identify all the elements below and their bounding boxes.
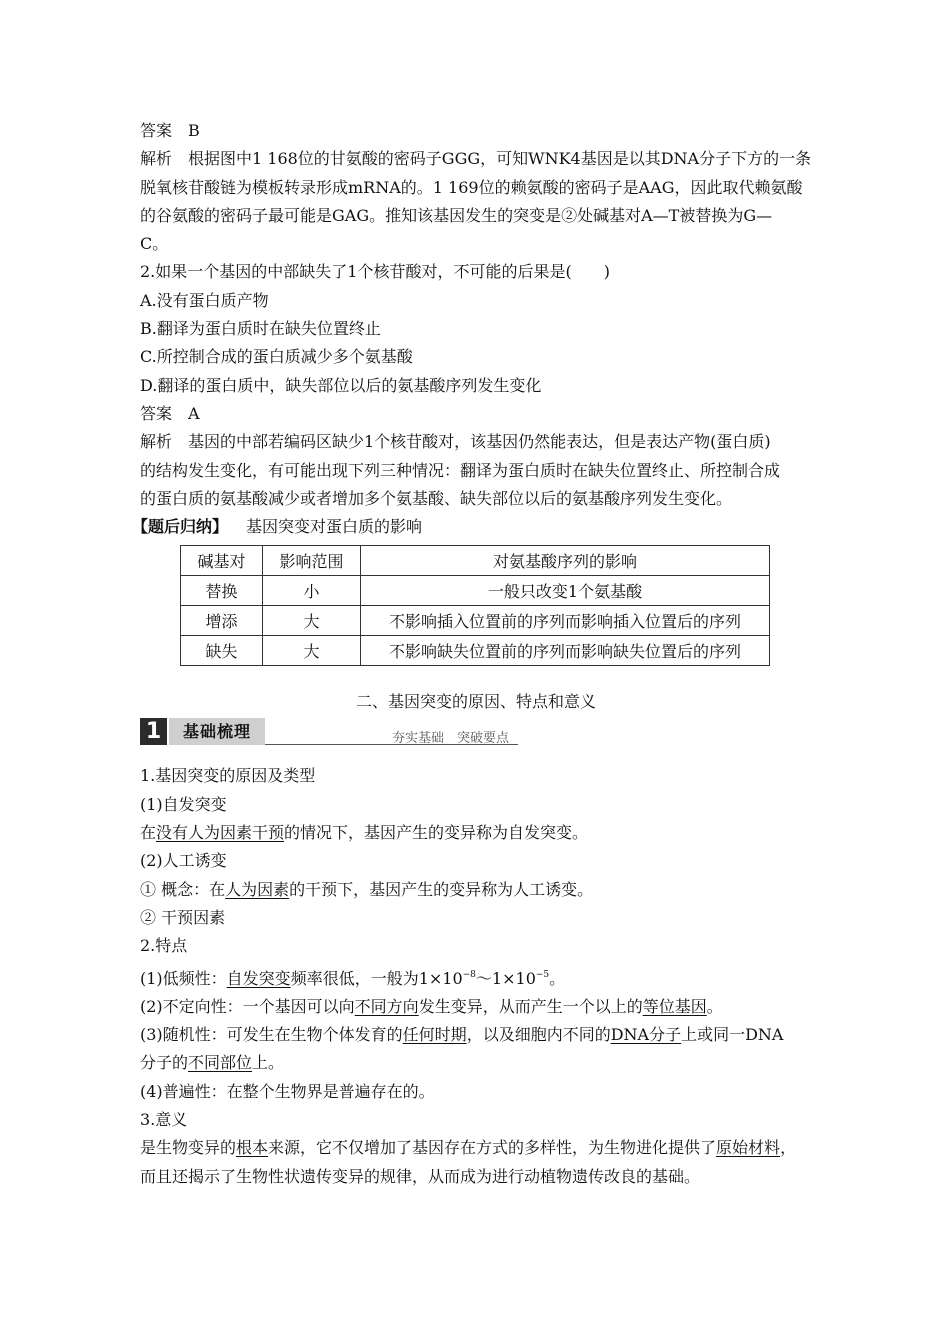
q1-analysis-line: C。 [140,234,169,254]
exponent: −8 [462,969,476,980]
feature-universal: (4)普遍性：在整个生物界是普遍存在的。 [140,1081,435,1101]
q2-answer: 答案 A [140,403,200,423]
table-cell: 不影响插入位置前的序列而影响插入位置后的序列 [361,606,770,636]
text: 。 [706,996,723,1016]
exponent: −5 [535,969,550,980]
table-cell: 大 [263,606,361,636]
table-cell: 小 [263,576,361,606]
heading-induced: (2)人工诱变 [140,851,227,871]
underlined-term: 不同方向 [354,996,419,1016]
underlined-term: 自发突变 [226,968,291,988]
section-banner [140,718,812,750]
q1-analysis-line: 解析 根据图中1 168位的甘氨酸的密码子GGG，可知WNK4基因是以其DNA分子下方的一条 [140,149,812,169]
text: 的干预下，基因产生的变异称为人工诱变。 [289,879,594,899]
table-cell: 大 [263,636,361,666]
underlined-term: 没有人为因素干预 [156,823,285,843]
table-cell: 替换 [181,576,263,606]
heading-significance: 3.意义 [140,1110,188,1130]
feature-low-frequency [140,961,812,993]
table-header-cell: 对氨基酸序列的影响 [361,546,770,576]
text: 在 [140,823,157,843]
table-cell: 缺失 [181,636,263,666]
table-cell: 不影响缺失位置前的序列而影响缺失位置后的序列 [361,636,770,666]
table-header-row [181,546,770,576]
underlined-term: DNA分子 [610,1025,682,1045]
underlined-term: 不同部位 [188,1053,253,1073]
feature-random-cont [140,1049,812,1077]
text: ， [780,1138,797,1158]
underlined-term: 任何时期 [402,1025,467,1045]
table-row [181,576,770,606]
para-induced-factors: ② 干预因素 [140,907,226,927]
table-cell: 增添 [181,606,263,636]
table-header-cell: 影响范围 [263,546,361,576]
text: 。 [549,968,566,988]
text: 上或同一DNA [681,1025,784,1045]
table-header-cell: 碱基对 [181,546,263,576]
banner-tagline: 夯实基础 突破要点 [392,731,510,747]
significance-line [140,1134,812,1162]
text: 是生物变异的 [140,1138,237,1158]
underlined-term: 原始材料 [716,1138,781,1158]
underlined-term: 人为因素 [225,879,290,899]
para-spontaneous [140,819,812,847]
feature-random [140,1021,812,1049]
text: ① 概念：在 [140,879,226,899]
para-induced-concept [140,876,812,904]
q2-option-a: A.没有蛋白质产物 [140,290,269,310]
heading-spontaneous: (1)自发突变 [140,794,227,814]
q2-option-d: D.翻译的蛋白质中，缺失部位以后的氨基酸序列发生变化 [140,375,542,395]
q2-analysis-line: 的蛋白质的氨基酸减少或者增加多个氨基酸、缺失部位以后的氨基酸序列发生变化。 [140,488,733,508]
q2-option-c: C.所控制合成的蛋白质减少多个氨基酸 [140,347,413,367]
summary-heading [132,513,812,541]
text: (1)低频性： [140,968,227,988]
text: (2)不定向性：一个基因可以向 [140,996,355,1016]
table-cell: 一般只改变1个氨基酸 [361,576,770,606]
text: (3)随机性：可发生在生物个体发育的 [140,1025,403,1045]
significance-line: 而且还揭示了生物性状遗传变异的规律，从而成为进行动植物遗传改良的基础。 [140,1166,701,1186]
text: 分子的 [140,1053,189,1073]
q2-question: 2.如果一个基因的中部缺失了1个核苷酸对，不可能的后果是( ) [140,262,610,282]
feature-nondirectional [140,993,812,1021]
q2-analysis-line: 的结构发生变化，有可能出现下列三种情况：翻译为蛋白质时在缺失位置终止、所控制合成 [140,460,781,480]
text: ，以及细胞内不同的 [466,1025,611,1045]
text: 来源，它不仅增加了基因存在方式的多样性，为生物进化提供了 [268,1138,717,1158]
mutation-effect-table [180,545,770,666]
underlined-term: 根本 [236,1138,269,1158]
heading-features: 2.特点 [140,936,188,956]
q1-answer: 答案 B [140,121,200,140]
document-page [132,117,812,1191]
summary-label: 【题后归纳】 [132,517,229,537]
summary-title: 基因突变对蛋白质的影响 [246,517,423,537]
text: 发生变异，从而产生一个以上的 [418,996,643,1016]
table-row [181,606,770,636]
text: 上。 [252,1053,285,1073]
q2-analysis-line: 解析 基因的中部若编码区缺少1个核苷酸对，该基因仍然能表达，但是表达产物(蛋白质) [140,432,771,452]
underlined-term: 等位基因 [642,996,707,1016]
table-row [181,636,770,666]
q1-analysis-line: 脱氧核苷酸链为模板转录形成mRNA的。1 169位的赖氨酸的密码子是AAG，因此取代赖氨酸 [140,177,803,197]
heading-causes: 1.基因突变的原因及类型 [140,766,316,786]
q2-option-b: B.翻译为蛋白质时在缺失位置终止 [140,319,381,339]
text: 频率很低，一般为1×10 [290,968,463,988]
section-title: 二、基因突变的原因、特点和意义 [355,692,596,712]
q1-analysis-line: 的谷氨酸的密码子最可能是GAG。推知该基因发生的突变是②处碱基对A—T被替换为G— [140,205,773,225]
banner-label: 基础梳理 [169,718,265,745]
banner-number: 1 [140,718,167,745]
text: 的情况下，基因产生的变异称为自发突变。 [284,823,589,843]
text: ～1×10 [475,968,536,988]
